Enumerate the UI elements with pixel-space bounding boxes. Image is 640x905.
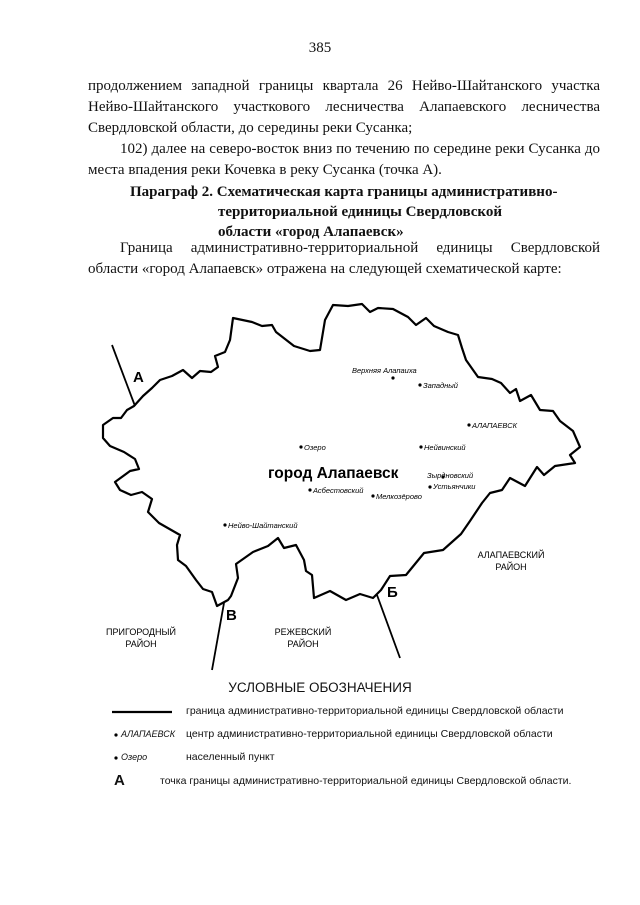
point-label-v: В [226, 607, 237, 624]
legend-center-dot [114, 733, 117, 736]
legend-center-sample: АЛАПАЕВСК [121, 729, 176, 739]
settlement-dot-asbestovsky [308, 488, 311, 491]
settlement-dot-alapaevsk [467, 423, 470, 426]
settlement-label-alapaevsk: АЛАПАЕВСК [472, 421, 518, 430]
district-alapaevsky-line1: АЛАПАЕВСКИЙ [477, 550, 545, 560]
legend-point-sample: А [114, 772, 125, 789]
paragraph-map-intro: Граница административно-территориальной единицы Свердловской области «город Алапаевск» отражена на следующей схематической карте: [88, 240, 600, 277]
settlement-label-ustyanchiki: Устьянчики [433, 482, 476, 491]
legend-settlement-dot [114, 756, 117, 759]
legend-point-text: точка границы административно-территориальной единицы Свердловской области. [160, 775, 572, 787]
leader-line-v [212, 603, 224, 670]
district-alapaevsky-line2: РАЙОН [495, 562, 527, 572]
municipal-boundary-line [103, 304, 580, 606]
settlement-dot-zapadny [418, 383, 421, 386]
settlement-label-asbestovsky: Асбестовский [313, 486, 364, 495]
point-label-a: А [133, 369, 144, 386]
legend-center-text: центр административно-территориальной единицы Свердловской области [186, 728, 553, 740]
heading-line-1: Параграф 2. Схематическая карта границы административно- [130, 184, 558, 200]
heading-line-3: области «город Алапаевск» [218, 224, 404, 240]
settlement-dot-ozero [299, 445, 302, 448]
map-title: город Алапаевск [268, 465, 399, 482]
district-prigorodny-line2: РАЙОН [125, 639, 157, 649]
settlement-label-neivinsky: Нейвинский [424, 443, 466, 452]
district-prigorodny-line1: ПРИГОРОДНЫЙ [106, 627, 176, 637]
settlement-label-zapadny: Западный [423, 381, 458, 390]
settlement-dot-melkozyorovo [371, 494, 374, 497]
settlement-label-neivo-shaitansky: Нейво-Шайтанский [228, 521, 298, 530]
settlement-label-zyryanovsky: Зырдновский [427, 471, 474, 480]
leader-line-b [377, 595, 400, 658]
leader-line-a [112, 345, 135, 406]
settlement-dot-neivinsky [419, 445, 422, 448]
point-label-b: Б [387, 584, 398, 601]
legend-boundary-text: граница административно-территориальной единицы Свердловской области [186, 705, 564, 717]
paragraph-102: 102) далее на северо-восток вниз по течению по середине реки Сусанка до места впадения реки Кочевка в реку Сусанка (точка А). [88, 141, 600, 178]
legend-settlement-sample: Озеро [121, 752, 148, 762]
page-number: 385 [308, 40, 332, 56]
heading-line-2: территориальной единицы Свердловской [218, 204, 502, 220]
legend-title: УСЛОВНЫЕ ОБОЗНАЧЕНИЯ [228, 680, 412, 695]
district-rezhevsky-line1: РЕЖЕВСКИЙ [274, 627, 332, 637]
settlement-label-ozero: Озеро [304, 443, 326, 452]
settlement-label-verkhnyaya-alapaikha: Верхняя Алапаиха [352, 366, 417, 375]
settlement-label-melkozyorovo: Мелкозёрово [376, 492, 422, 501]
district-rezhevsky-line2: РАЙОН [287, 639, 319, 649]
legend-settlement-text: населенный пункт [186, 751, 275, 763]
settlement-dot-verkhnyaya-alapaikha [391, 376, 394, 379]
paragraph-continuation: продолжением западной границы квартала 26 Нейво-Шайтанского участка Нейво-Шайтанского участкового лесничества Алапаевского лесничества Свердловской области, до середины реки Сусанка; [88, 78, 600, 136]
settlement-dot-ustyanchiki [428, 485, 431, 488]
settlement-dot-neivo-shaitansky [223, 523, 226, 526]
